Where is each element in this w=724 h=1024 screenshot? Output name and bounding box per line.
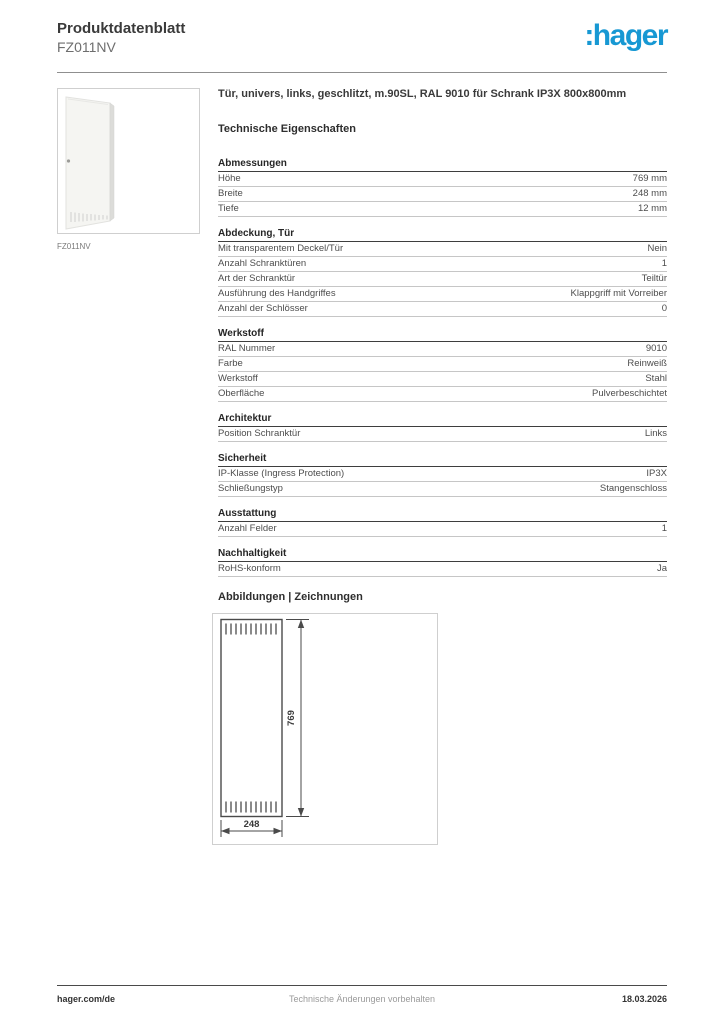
spec-value: Stangenschloss xyxy=(599,483,667,494)
section-werkstoff xyxy=(218,325,667,402)
spec-label: Anzahl Schranktüren xyxy=(218,258,307,269)
section-architektur xyxy=(218,410,667,442)
page-header xyxy=(57,20,667,56)
hager-logo: :hager xyxy=(584,19,667,52)
spec-value: 769 mm xyxy=(632,173,667,184)
section-ausstattung xyxy=(218,505,667,537)
spec-value: Pulverbeschichtet xyxy=(592,388,667,399)
drawings-heading: Abbildungen | Zeichnungen xyxy=(218,591,363,603)
spec-value: Nein xyxy=(647,243,667,254)
spec-row xyxy=(218,187,667,202)
spec-value: 0 xyxy=(661,303,667,314)
spec-value: Ja xyxy=(656,563,667,574)
spec-row xyxy=(218,302,667,317)
spec-value: 1 xyxy=(661,523,667,534)
spec-row xyxy=(218,427,667,442)
product-code: FZ011NV xyxy=(57,39,116,55)
product-image-column xyxy=(57,88,200,845)
main-content xyxy=(57,88,667,845)
product-title: Tür, univers, links, geschlitzt, m.90SL, RAL 9010 für Schrank IP3X 800x800mm xyxy=(218,88,627,100)
spec-row xyxy=(218,562,667,577)
spec-row xyxy=(218,242,667,257)
spec-row xyxy=(218,387,667,402)
door-front-drawing xyxy=(221,620,282,817)
header-titles xyxy=(57,20,185,56)
footer-date: 18.03.2026 xyxy=(621,994,667,1004)
spec-row xyxy=(218,522,667,537)
spec-label: Höhe xyxy=(218,173,241,184)
spec-label: Position Schranktür xyxy=(218,428,301,439)
spec-label: Oberfläche xyxy=(218,388,265,399)
spec-label: Ausführung des Handgriffes xyxy=(218,288,336,299)
spec-value: 9010 xyxy=(645,343,667,354)
width-dimension-label: 248 xyxy=(243,819,260,830)
section-title: Werkstoff xyxy=(218,325,667,342)
section-sicherheit xyxy=(218,450,667,497)
section-title: Abmessungen xyxy=(218,155,667,172)
footer-website: hager.com/de xyxy=(57,994,116,1004)
dimension-drawing xyxy=(213,614,437,844)
spec-row xyxy=(218,287,667,302)
footer-disclaimer: Technische Änderungen vorbehalten xyxy=(288,994,436,1004)
spec-column xyxy=(218,88,667,845)
spec-row xyxy=(218,272,667,287)
spec-value: 12 mm xyxy=(637,203,667,214)
spec-label: IP-Klasse (Ingress Protection) xyxy=(218,468,345,479)
spec-label: Werkstoff xyxy=(218,373,258,384)
spec-row xyxy=(218,202,667,217)
technical-drawing xyxy=(212,613,438,845)
spec-label: Anzahl der Schlösser xyxy=(218,303,308,314)
spec-value: Links xyxy=(644,428,667,439)
specs-heading: Technische Eigenschaften xyxy=(218,123,356,135)
section-title: Sicherheit xyxy=(218,450,667,467)
section-nachhaltigkeit xyxy=(218,545,667,577)
spec-row xyxy=(218,342,667,357)
spec-row xyxy=(218,372,667,387)
spec-value: Stahl xyxy=(645,373,667,384)
product-image xyxy=(57,88,200,234)
spec-row xyxy=(218,467,667,482)
section-abdeckung-tuer xyxy=(218,225,667,317)
spec-label: Mit transparentem Deckel/Tür xyxy=(218,243,344,254)
spec-label: Tiefe xyxy=(218,203,239,214)
spec-value: Reinweiß xyxy=(627,358,667,369)
spec-label: Anzahl Felder xyxy=(218,523,277,534)
spec-row xyxy=(218,172,667,187)
document-type-title: Produktdatenblatt xyxy=(57,20,186,37)
spec-value: Klappgriff mit Vorreiber xyxy=(570,288,667,299)
section-title: Abdeckung, Tür xyxy=(218,225,667,242)
spec-value: 248 mm xyxy=(632,188,667,199)
spec-value: 1 xyxy=(661,258,667,269)
spec-label: Farbe xyxy=(218,358,243,369)
spec-row xyxy=(218,482,667,497)
page-footer xyxy=(57,985,667,1004)
spec-row xyxy=(218,257,667,272)
spec-label: RoHS-konform xyxy=(218,563,281,574)
section-title: Nachhaltigkeit xyxy=(218,545,667,562)
section-title: Architektur xyxy=(218,410,667,427)
spec-value: IP3X xyxy=(646,468,667,479)
height-dimension-label: 769 xyxy=(286,710,297,726)
spec-value: Teiltür xyxy=(641,273,667,284)
spec-row xyxy=(218,357,667,372)
product-image-caption: FZ011NV xyxy=(57,242,91,251)
spec-label: Breite xyxy=(218,188,243,199)
product-photo-door xyxy=(58,89,199,233)
header-divider xyxy=(57,72,667,73)
section-title: Ausstattung xyxy=(218,505,667,522)
spec-label: Art der Schranktür xyxy=(218,273,296,284)
section-abmessungen xyxy=(218,155,667,217)
spec-label: Schließungstyp xyxy=(218,483,283,494)
spec-label: RAL Nummer xyxy=(218,343,276,354)
